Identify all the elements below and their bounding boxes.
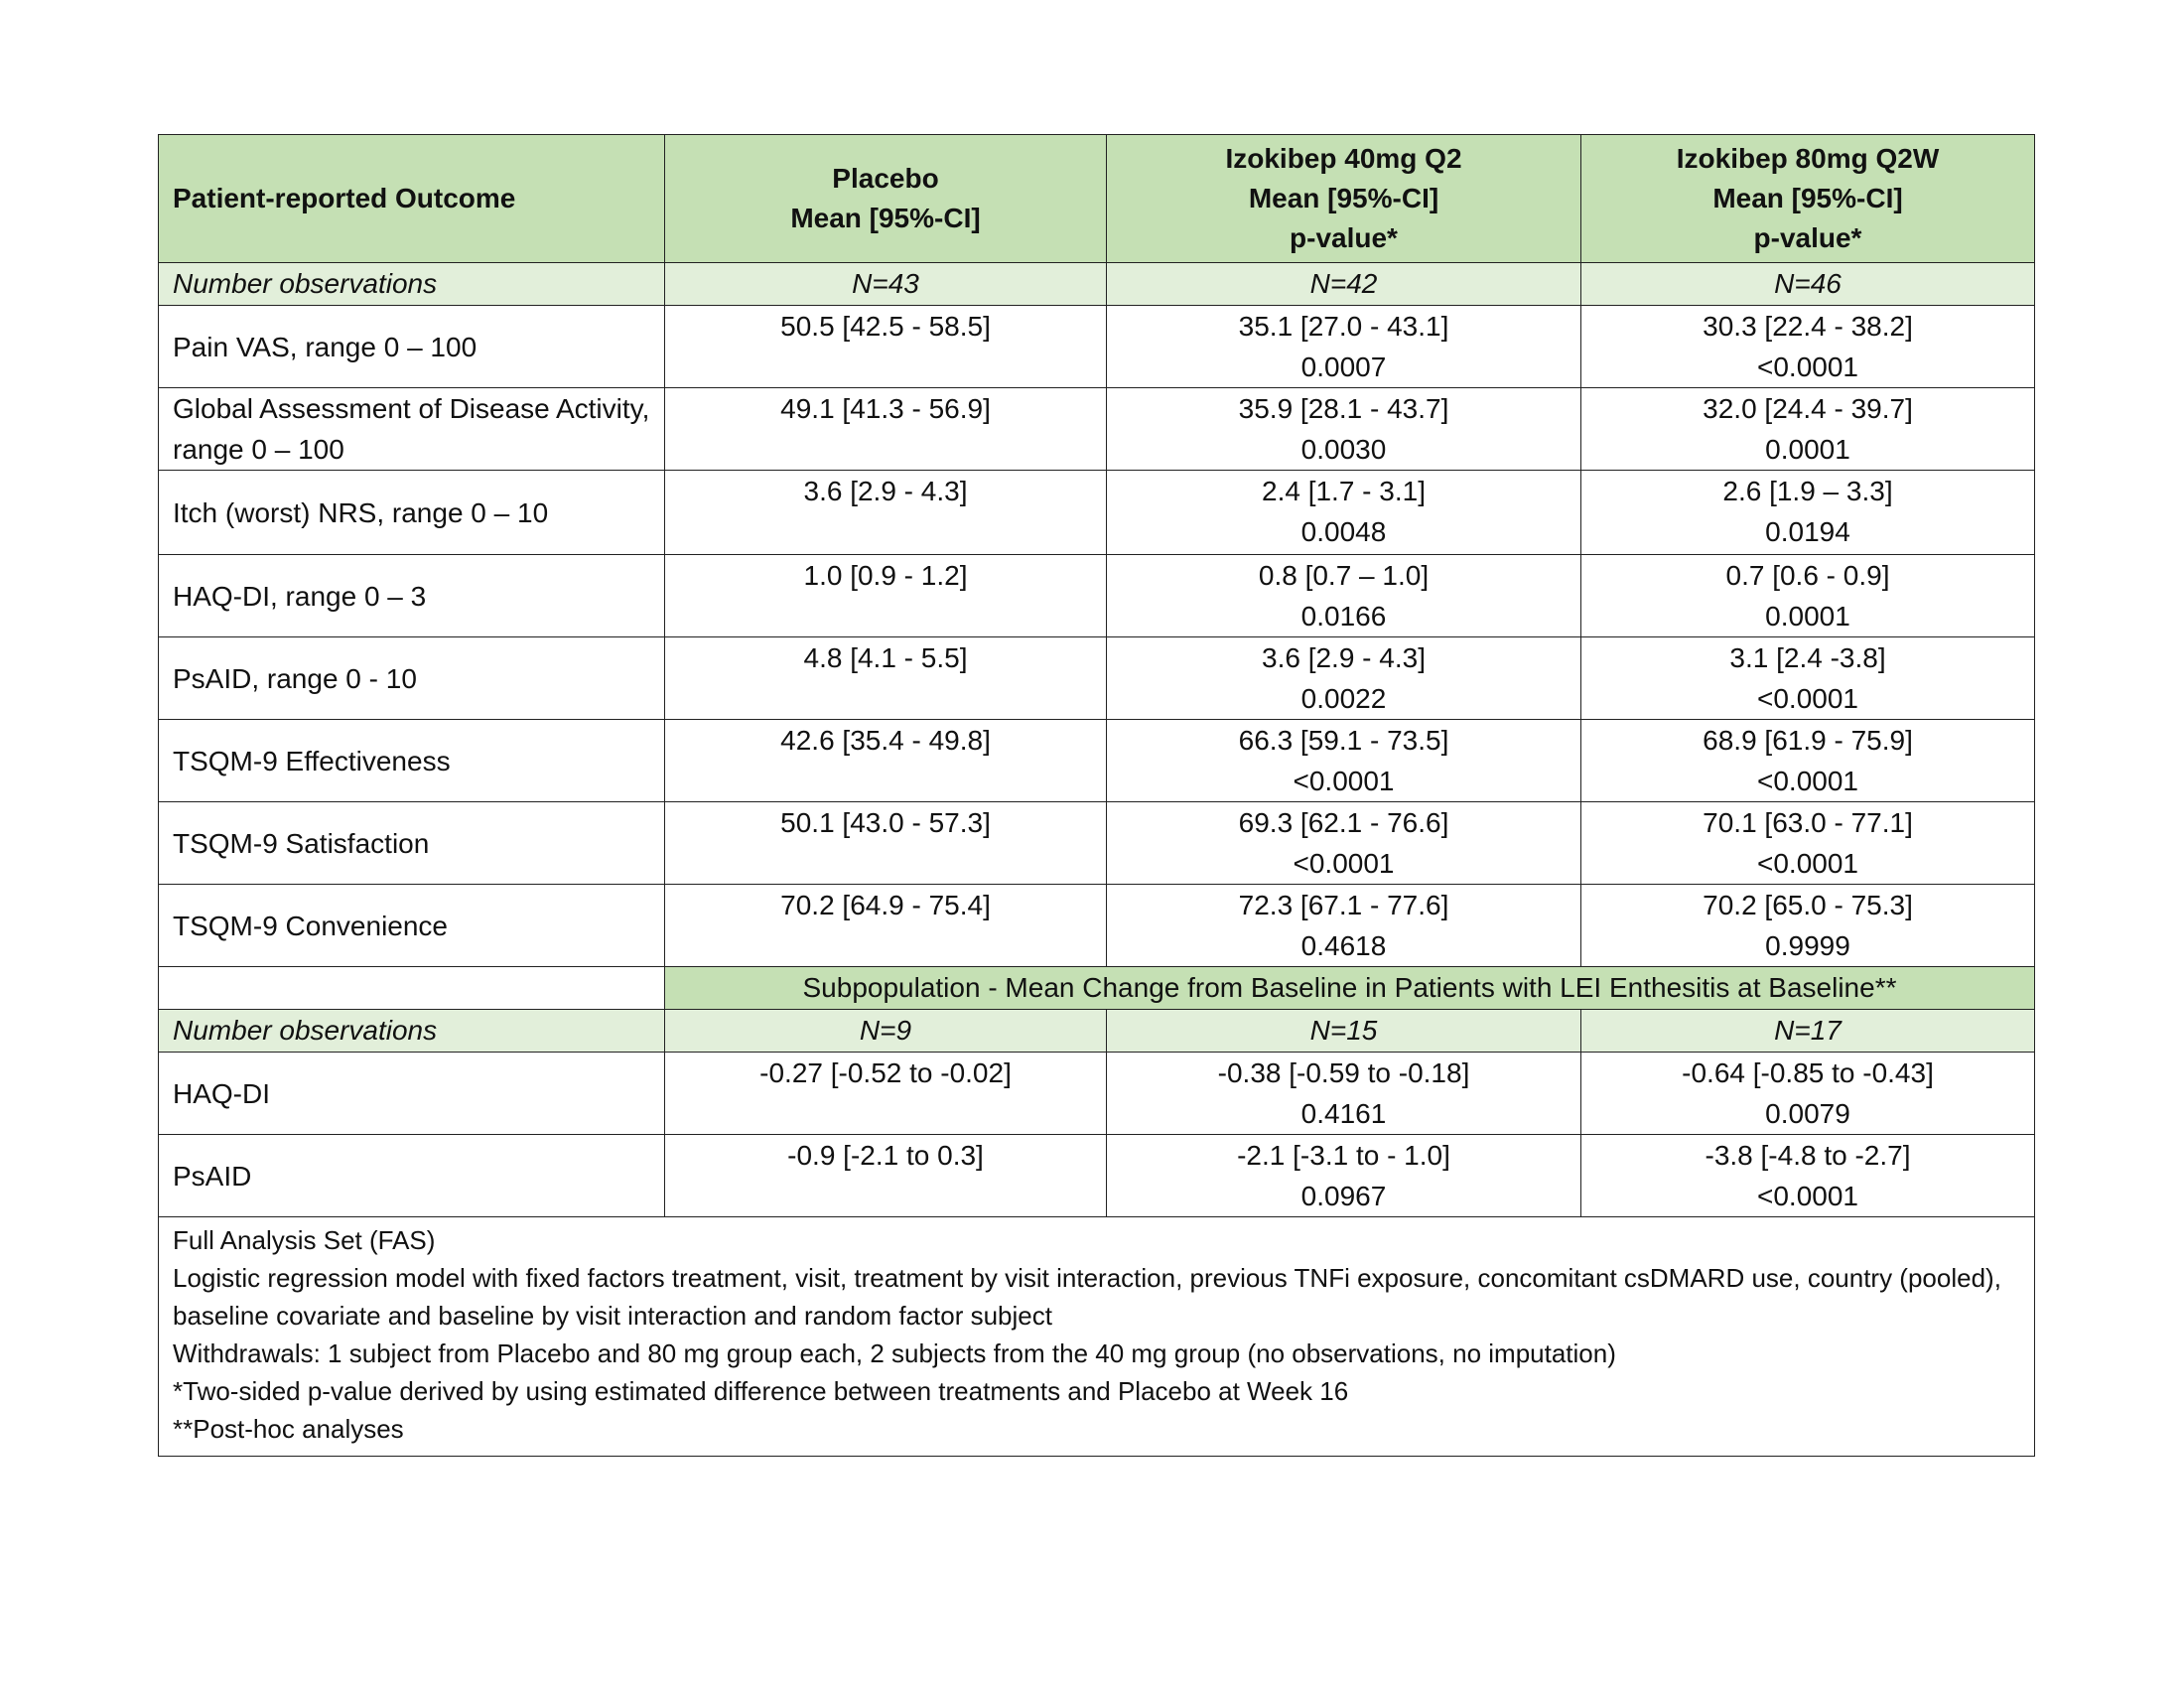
table-header-row: [159, 135, 2035, 263]
iz40-ci: 66.3 [59.1 - 73.5]: [1238, 725, 1449, 756]
iz80-p: <0.0001: [1757, 766, 1858, 796]
iz80-ci: -0.64 [-0.85 to -0.43]: [1682, 1057, 1934, 1088]
iz80-p: 0.0079: [1765, 1098, 1850, 1129]
footnotes: [159, 1217, 2035, 1457]
iz80-ci: 2.6 [1.9 – 3.3]: [1722, 476, 1893, 506]
observations-label: Number observations: [159, 1010, 665, 1053]
iz40-cell: [1107, 885, 1581, 967]
iz40-ci: 35.1 [27.0 - 43.1]: [1238, 311, 1449, 342]
iz40-cell: [1107, 720, 1581, 802]
placebo-cell: [665, 306, 1107, 388]
row-label: PsAID: [159, 1135, 665, 1217]
placebo-ci: 49.1 [41.3 - 56.9]: [780, 393, 991, 424]
iz40-p: <0.0001: [1293, 848, 1395, 879]
subpopulation-blank-cell: [159, 967, 665, 1010]
placebo-ci: -0.9 [-2.1 to 0.3]: [787, 1140, 984, 1171]
footnotes-row: [159, 1217, 2035, 1457]
iz80-ci: 30.3 [22.4 - 38.2]: [1703, 311, 1913, 342]
iz40-ci: 35.9 [28.1 - 43.7]: [1238, 393, 1449, 424]
iz40-cell: [1107, 388, 1581, 471]
header-placebo-line-1: Placebo: [832, 163, 939, 194]
iz80-ci: -3.8 [-4.8 to -2.7]: [1705, 1140, 1911, 1171]
placebo-ci: 3.6 [2.9 - 4.3]: [803, 476, 968, 506]
table-row: [159, 306, 2035, 388]
table-row: [159, 471, 2035, 555]
row-label: Pain VAS, range 0 – 100: [159, 306, 665, 388]
iz80-ci: 32.0 [24.4 - 39.7]: [1703, 393, 1913, 424]
placebo-cell: [665, 637, 1107, 720]
row-label: PsAID, range 0 - 10: [159, 637, 665, 720]
placebo-ci: 42.6 [35.4 - 49.8]: [780, 725, 991, 756]
iz80-cell: [1581, 471, 2035, 555]
iz80-cell: [1581, 306, 2035, 388]
iz40-cell: [1107, 1135, 1581, 1217]
iz80-cell: [1581, 720, 2035, 802]
iz80-cell: [1581, 1135, 2035, 1217]
iz40-ci: 69.3 [62.1 - 76.6]: [1238, 807, 1449, 838]
iz80-ci: 70.1 [63.0 - 77.1]: [1703, 807, 1913, 838]
header-iz80-line-1: Izokibep 80mg Q2W: [1676, 143, 1940, 174]
header-placebo-line-2: Mean [95%-CI]: [790, 203, 981, 233]
iz80-cell: [1581, 1053, 2035, 1135]
iz40-p: 0.0967: [1300, 1181, 1387, 1211]
row-label: TSQM-9 Satisfaction: [159, 802, 665, 885]
table-row: [159, 388, 2035, 471]
footnote-model: Logistic regression model with fixed factors treatment, visit, treatment by visit interaction, previous TNFi exposure, concomitant csDMARD use, country (pooled), baseline covariate and baseline by visit interaction and random factor subject: [173, 1263, 2001, 1331]
observations-iz80: N=46: [1581, 263, 2035, 306]
observations-iz80: N=17: [1581, 1010, 2035, 1053]
table-row: [159, 720, 2035, 802]
placebo-cell: [665, 802, 1107, 885]
row-label: Global Assessment of Disease Activity, range 0 – 100: [159, 388, 665, 471]
iz40-p: 0.4161: [1300, 1098, 1387, 1129]
observations-placebo: N=9: [665, 1010, 1107, 1053]
placebo-cell: [665, 1053, 1107, 1135]
header-iz80-line-3: p-value*: [1753, 222, 1862, 253]
iz40-p: <0.0001: [1293, 766, 1395, 796]
iz80-p: 0.0001: [1765, 434, 1850, 465]
placebo-cell: [665, 471, 1107, 555]
iz80-p: 0.0194: [1765, 516, 1850, 547]
iz80-p: <0.0001: [1757, 1181, 1858, 1211]
table-row: [159, 1135, 2035, 1217]
iz40-p: 0.0166: [1300, 601, 1387, 632]
row-label: HAQ-DI, range 0 – 3: [159, 555, 665, 637]
iz80-cell: [1581, 802, 2035, 885]
iz40-p: 0.0007: [1300, 352, 1387, 382]
iz40-cell: [1107, 306, 1581, 388]
iz40-cell: [1107, 1053, 1581, 1135]
subpopulation-observations-row: [159, 1010, 2035, 1053]
placebo-cell: [665, 555, 1107, 637]
footnote-fas: Full Analysis Set (FAS): [173, 1225, 436, 1255]
iz40-ci: 72.3 [67.1 - 77.6]: [1238, 890, 1449, 920]
row-label: TSQM-9 Effectiveness: [159, 720, 665, 802]
iz40-ci: 0.8 [0.7 – 1.0]: [1258, 560, 1430, 591]
footnote-post-hoc: **Post-hoc analyses: [173, 1414, 404, 1444]
observations-iz40: N=42: [1107, 263, 1581, 306]
table-row: [159, 802, 2035, 885]
placebo-ci: 70.2 [64.9 - 75.4]: [780, 890, 991, 920]
subpopulation-title-row: [159, 967, 2035, 1010]
placebo-ci: 50.1 [43.0 - 57.3]: [780, 807, 991, 838]
iz40-cell: [1107, 802, 1581, 885]
iz40-ci: -0.38 [-0.59 to -0.18]: [1217, 1057, 1470, 1088]
iz80-ci: 68.9 [61.9 - 75.9]: [1703, 725, 1913, 756]
footnote-withdrawals: Withdrawals: 1 subject from Placebo and 80 mg group each, 2 subjects from the 40 mg group (no observations, no imputation): [173, 1338, 1616, 1368]
row-label: TSQM-9 Convenience: [159, 885, 665, 967]
iz80-p: 0.9999: [1765, 930, 1850, 961]
iz80-ci: 0.7 [0.6 - 0.9]: [1725, 560, 1890, 591]
iz40-ci: -2.1 [-3.1 to - 1.0]: [1237, 1140, 1450, 1171]
iz80-ci: 70.2 [65.0 - 75.3]: [1703, 890, 1913, 920]
document-page: [158, 134, 2034, 1457]
header-izokibep-40: [1107, 135, 1581, 263]
iz40-p: 0.0030: [1300, 434, 1387, 465]
placebo-cell: [665, 388, 1107, 471]
table-row: [159, 885, 2035, 967]
placebo-cell: [665, 720, 1107, 802]
placebo-cell: [665, 885, 1107, 967]
iz80-cell: [1581, 885, 2035, 967]
table-row: [159, 555, 2035, 637]
iz80-p: <0.0001: [1757, 848, 1858, 879]
subpopulation-title: Subpopulation - Mean Change from Baseline in Patients with LEI Enthesitis at Baseline**: [665, 967, 2035, 1010]
placebo-ci: 4.8 [4.1 - 5.5]: [803, 642, 968, 673]
header-izokibep-80: [1581, 135, 2035, 263]
placebo-ci: 50.5 [42.5 - 58.5]: [780, 311, 991, 342]
iz40-ci: 2.4 [1.7 - 3.1]: [1262, 476, 1426, 506]
footnote-p-value: *Two-sided p-value derived by using estimated difference between treatments and Placebo at Week 16: [173, 1376, 1349, 1406]
iz40-p: 0.0022: [1300, 683, 1387, 714]
iz80-p: 0.0001: [1765, 601, 1850, 632]
row-label: HAQ-DI: [159, 1053, 665, 1135]
iz80-p: <0.0001: [1757, 683, 1858, 714]
iz80-cell: [1581, 388, 2035, 471]
iz40-cell: [1107, 471, 1581, 555]
observations-label: Number observations: [159, 263, 665, 306]
iz80-cell: [1581, 637, 2035, 720]
header-iz80-line-2: Mean [95%-CI]: [1712, 183, 1903, 213]
row-label: Itch (worst) NRS, range 0 – 10: [159, 471, 665, 555]
observations-iz40: N=15: [1107, 1010, 1581, 1053]
iz40-cell: [1107, 637, 1581, 720]
iz40-p: 0.4618: [1300, 930, 1387, 961]
observations-placebo: N=43: [665, 263, 1107, 306]
header-iz40-line-3: p-value*: [1290, 222, 1398, 253]
table-row: [159, 637, 2035, 720]
table-row: [159, 1053, 2035, 1135]
header-outcome: Patient-reported Outcome: [159, 135, 665, 263]
placebo-ci: 1.0 [0.9 - 1.2]: [803, 560, 968, 591]
iz80-p: <0.0001: [1757, 352, 1858, 382]
observations-row: [159, 263, 2035, 306]
outcomes-table: [158, 134, 2035, 1457]
placebo-ci: -0.27 [-0.52 to -0.02]: [759, 1057, 1012, 1088]
iz80-ci: 3.1 [2.4 -3.8]: [1729, 642, 1886, 673]
header-iz40-line-2: Mean [95%-CI]: [1248, 183, 1439, 213]
iz80-cell: [1581, 555, 2035, 637]
header-iz40-line-1: Izokibep 40mg Q2: [1225, 143, 1462, 174]
iz40-p: 0.0048: [1300, 516, 1387, 547]
header-placebo: [665, 135, 1107, 263]
placebo-cell: [665, 1135, 1107, 1217]
iz40-ci: 3.6 [2.9 - 4.3]: [1262, 642, 1426, 673]
iz40-cell: [1107, 555, 1581, 637]
